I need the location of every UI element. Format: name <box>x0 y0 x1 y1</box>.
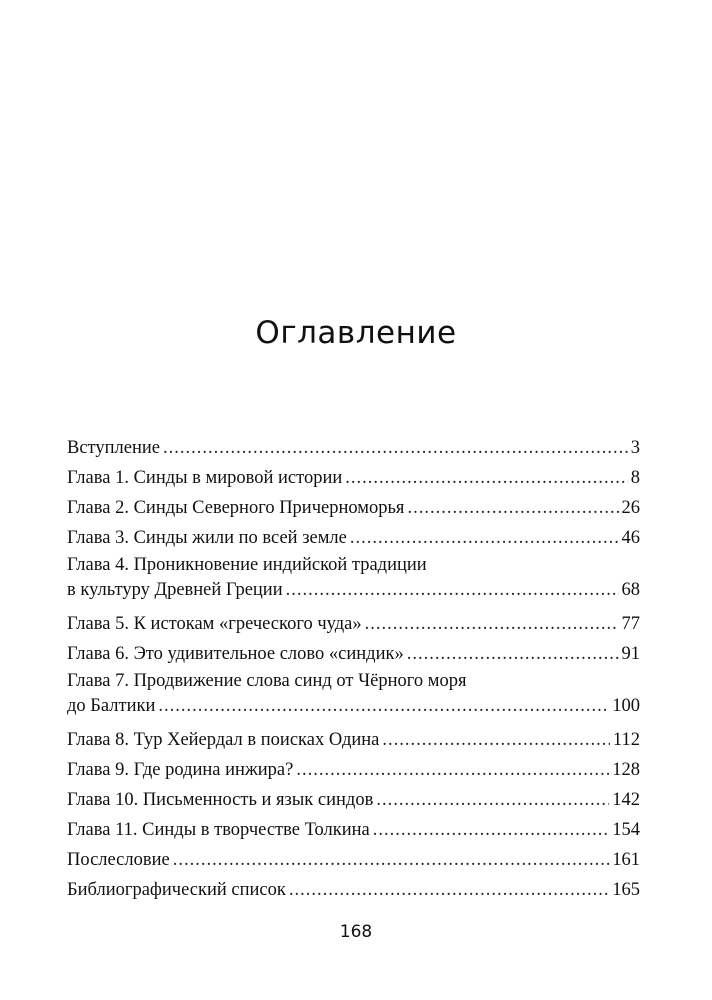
dot-leader <box>345 463 627 493</box>
toc-entry-chapter-6 <box>67 639 640 669</box>
toc-entry-title: Глава 4. Проникновение индийской традиции <box>67 555 427 575</box>
toc-entry-page: 128 <box>612 760 640 780</box>
dot-leader <box>350 523 619 553</box>
toc-entry-page: 46 <box>621 528 640 548</box>
toc-entry-chapter-2 <box>67 493 640 523</box>
toc-entry-page: 165 <box>612 880 640 900</box>
toc-entry-title: Глава 11. Синды в творчестве Толкина <box>67 820 370 840</box>
dot-leader <box>163 433 628 463</box>
dot-leader <box>289 875 609 905</box>
toc-entry-page: 91 <box>621 644 640 664</box>
toc-entry-title-continued: в культуру Древней Греции <box>67 580 283 600</box>
toc-entry-title: Глава 2. Синды Северного Причерноморья <box>67 498 405 518</box>
toc-entry-page: 77 <box>621 614 640 634</box>
toc-entry-title: Глава 5. К истокам «греческого чуда» <box>67 614 362 634</box>
toc-entry-title-continued: до Балтики <box>67 696 156 716</box>
page-number: 168 <box>339 922 373 942</box>
toc-entry-intro <box>67 433 640 463</box>
dot-leader <box>173 845 610 875</box>
toc-entry-page: 26 <box>621 498 640 518</box>
toc-entry-page: 8 <box>630 468 640 488</box>
toc-entry-chapter-8 <box>67 725 640 755</box>
dot-leader <box>365 609 619 639</box>
toc-entry-page: 161 <box>612 850 640 870</box>
toc-entry-title: Глава 7. Продвижение слова синд от Чёрного моря <box>67 671 467 691</box>
toc-entry-page: 142 <box>612 790 640 810</box>
toc-entry-chapter-9 <box>67 755 640 785</box>
dot-leader <box>376 785 609 815</box>
toc-entry-page: 154 <box>612 820 640 840</box>
dot-leader <box>407 493 618 523</box>
dot-leader <box>373 815 610 845</box>
toc-entry-chapter-3 <box>67 523 640 553</box>
dot-leader <box>382 725 610 755</box>
toc-entry-chapter-4 <box>67 553 640 603</box>
dot-leader <box>296 755 609 785</box>
toc-entry-page: 100 <box>612 696 640 716</box>
toc-entry-title: Вступление <box>67 438 160 458</box>
toc-entry-title: Глава 6. Это удивительное слово «синдик» <box>67 644 404 664</box>
toc-entry-title: Глава 1. Синды в мировой истории <box>67 468 343 488</box>
toc-entry-page: 3 <box>630 438 640 458</box>
table-of-contents <box>67 433 640 905</box>
toc-entry-chapter-1 <box>67 463 640 493</box>
toc-entry-title: Библиографический список <box>67 880 286 900</box>
dot-leader <box>286 578 619 603</box>
toc-entry-chapter-10 <box>67 785 640 815</box>
toc-entry-title: Глава 10. Письменность и язык синдов <box>67 790 374 810</box>
toc-entry-title: Послесловие <box>67 850 170 870</box>
toc-entry-page: 68 <box>621 580 640 600</box>
toc-entry-chapter-11 <box>67 815 640 845</box>
page-title: Оглавление <box>255 315 457 351</box>
toc-entry-bibliography <box>67 875 640 905</box>
toc-entry-page: 112 <box>612 730 640 750</box>
dot-leader <box>407 639 619 669</box>
toc-entry-chapter-5 <box>67 609 640 639</box>
toc-entry-afterword <box>67 845 640 875</box>
toc-entry-title: Глава 3. Синды жили по всей земле <box>67 528 347 548</box>
dot-leader <box>158 694 609 719</box>
toc-entry-title: Глава 9. Где родина инжира? <box>67 760 294 780</box>
toc-entry-chapter-7 <box>67 669 640 719</box>
toc-entry-title: Глава 8. Тур Хейердал в поисках Одина <box>67 730 380 750</box>
